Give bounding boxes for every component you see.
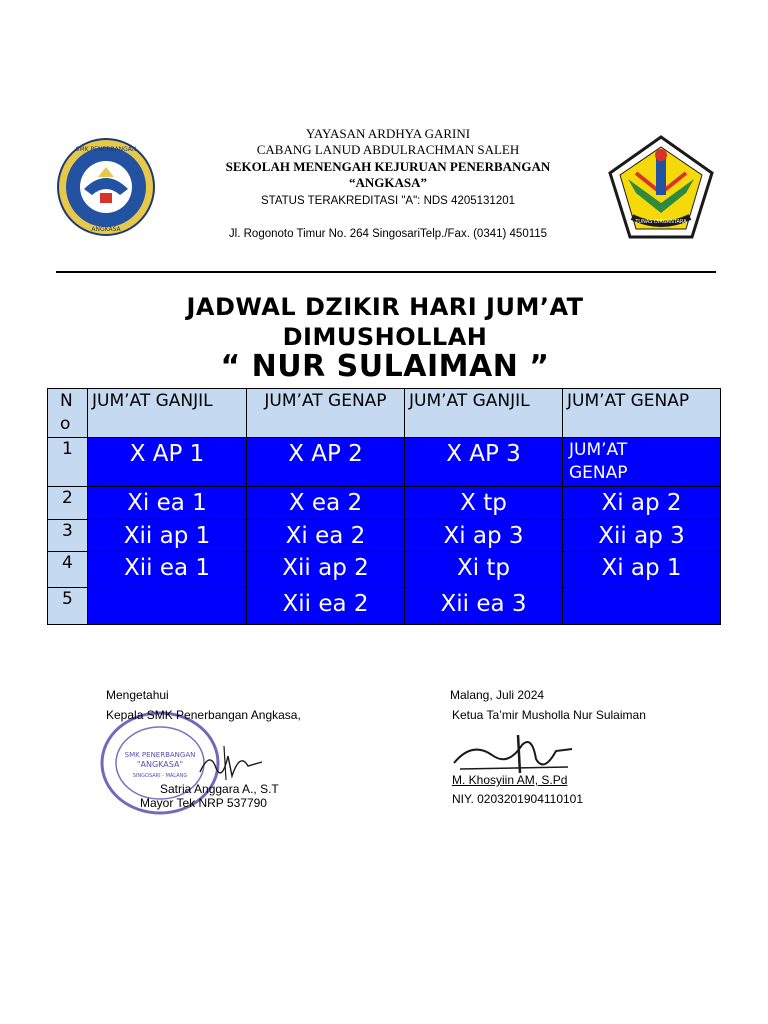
table-cell: X AP 1 [88,438,247,487]
left-sign-position: Kepala SMK Penerbangan Angkasa, [106,708,301,722]
svg-text:TUNAS DIRGANTARA: TUNAS DIRGANTARA [635,219,687,225]
left-sign-rank: Mayor Tek NRP 537790 [140,796,267,810]
table-header-row [48,389,721,438]
letterhead-accreditation: STATUS TERAKREDITASI "A": NDS 4205131201 [260,195,516,207]
table-cell: Xi tp [405,552,563,588]
table-cell: Xii ea 1 [88,552,247,588]
left-sign-name: Satria Anggara A., S.T [160,782,279,796]
table-cell: Xi ap 2 [563,487,721,520]
left-sign-intro: Mengetahui [106,688,169,702]
svg-text:SINGOSARI - MALANG: SINGOSARI - MALANG [132,773,188,779]
row-number: 4 [48,552,88,588]
row-number: 3 [48,520,88,552]
table-cell: Xii ap 3 [563,520,721,552]
letterhead-foundation: YAYASAN ARDHYA GARINI [305,126,471,141]
table-cell: Xi ea 2 [247,520,405,552]
right-sign-position: Ketua Ta’mir Musholla Nur Sulaiman [452,708,646,722]
table-cell: X AP 2 [247,438,405,487]
table-row [48,552,721,588]
table-cell [88,588,247,625]
table-cell: Xii ap 2 [247,552,405,588]
header-no: N o [48,389,88,438]
school-logo-right [606,133,716,241]
header-jumat-genap: JUM’AT GENAP [247,389,405,438]
letterhead-school: SEKOLAH MENENGAH KEJURUAN PENERBANGAN [225,159,551,174]
right-sign-name: M. Khosyiin AM, S.Pd [452,773,568,787]
row-number: 1 [48,438,88,487]
table-cell: Xii ap 1 [88,520,247,552]
table-cell: Xi ea 1 [88,487,247,520]
table-row [48,487,721,520]
letterhead-address: Jl. Rogonoto Timur No. 264 SingosariTelp./Fax. (0341) 450115 [228,228,548,240]
table-row [48,438,721,487]
table-row [48,520,721,552]
page-title-line3: “ NUR SULAIMAN ” [220,349,550,384]
letterhead-divider [56,271,716,273]
right-sign-date: Malang, Juli 2024 [450,688,545,702]
table-cell: X tp [405,487,563,520]
page-title-line1: JADWAL DZIKIR HARI JUM’AT [186,293,584,321]
table-cell: Xi ap 1 [563,552,721,588]
svg-text:SMK PENERBANGAN: SMK PENERBANGAN [124,751,196,759]
table-row [48,588,721,625]
header-jumat-ganjil: JUM’AT GANJIL [405,389,563,438]
table-cell: Xii ea 2 [247,588,405,625]
svg-text:"ANGKASA": "ANGKASA" [136,760,184,769]
table-cell: Xi ap 3 [405,520,563,552]
table-cell [563,588,721,625]
header-jumat-ganjil: JUM’AT GANJIL [88,389,247,438]
letterhead-branch: CABANG LANUD ABDULRACHMAN SALEH [256,142,520,157]
table-cell: JUM’AT GENAP [563,438,721,487]
svg-text:SMK PENERBANGAN: SMK PENERBANGAN [75,146,137,153]
left-signature [196,742,268,782]
table-cell: X AP 3 [405,438,563,487]
right-signature [452,733,576,777]
schedule-table [47,388,721,625]
table-cell: Xii ea 3 [405,588,563,625]
right-sign-id: NIY. 0203201904110101 [452,792,584,806]
row-number: 5 [48,588,88,625]
table-cell: X ea 2 [247,487,405,520]
row-number: 2 [48,487,88,520]
svg-text:ANGKASA: ANGKASA [91,226,121,233]
page-title-line2: DIMUSHOLLAH [282,323,488,351]
letterhead-school-name: “ANGKASA” [348,175,427,190]
header-jumat-genap: JUM’AT GENAP [563,389,721,438]
school-logo-left [56,137,156,237]
